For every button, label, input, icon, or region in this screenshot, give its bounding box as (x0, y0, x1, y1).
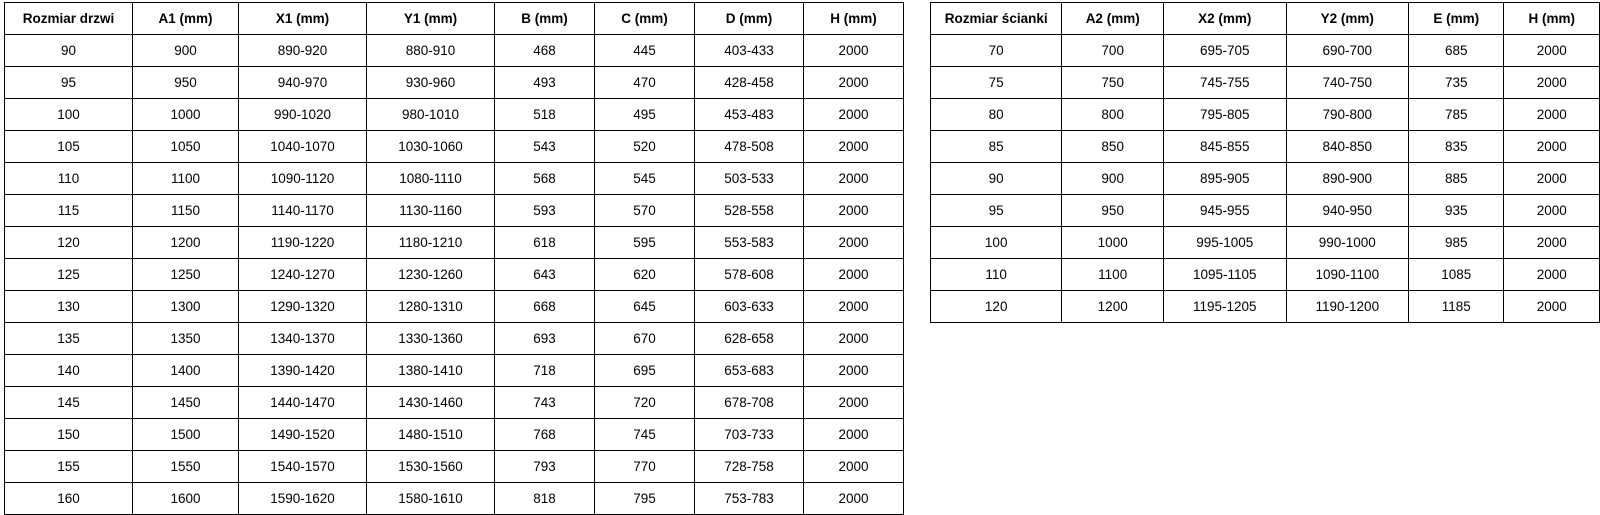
door-cell: 900 (133, 35, 239, 67)
table-row (5, 163, 904, 195)
door-cell: 495 (595, 99, 695, 131)
door-cell: 90 (5, 35, 133, 67)
door-cell: 1300 (133, 291, 239, 323)
door-cell: 743 (495, 387, 595, 419)
door-cell: 603-633 (695, 291, 804, 323)
door-cell: 518 (495, 99, 595, 131)
table-row (5, 259, 904, 291)
table-row (931, 131, 1600, 163)
door-cell: 140 (5, 355, 133, 387)
door-cell: 718 (495, 355, 595, 387)
door-cell: 1330-1360 (367, 323, 495, 355)
wall-cell: 100 (931, 227, 1062, 259)
wall-cell: 120 (931, 291, 1062, 323)
wall-cell: 995-1005 (1164, 227, 1287, 259)
wall-cell: 950 (1062, 195, 1164, 227)
door-cell: 2000 (804, 323, 904, 355)
wall-cell: 890-900 (1286, 163, 1409, 195)
table-row (5, 131, 904, 163)
table-row (5, 451, 904, 483)
wall-cell: 900 (1062, 163, 1164, 195)
door-cell: 1350 (133, 323, 239, 355)
door-cell: 145 (5, 387, 133, 419)
wall-cell: 2000 (1504, 163, 1600, 195)
door-size-table-container (4, 2, 904, 515)
door-cell: 768 (495, 419, 595, 451)
wall-cell: 70 (931, 35, 1062, 67)
table-row (5, 419, 904, 451)
table-row (5, 67, 904, 99)
door-cell: 503-533 (695, 163, 804, 195)
door-cell: 628-658 (695, 323, 804, 355)
door-cell: 2000 (804, 195, 904, 227)
door-cell: 160 (5, 483, 133, 515)
door-cell: 155 (5, 451, 133, 483)
table-header-row (5, 3, 904, 35)
door-cell: 795 (595, 483, 695, 515)
wall-cell: 990-1000 (1286, 227, 1409, 259)
door-cell: 1190-1220 (239, 227, 367, 259)
door-cell: 2000 (804, 99, 904, 131)
door-cell: 1240-1270 (239, 259, 367, 291)
door-cell: 2000 (804, 163, 904, 195)
wall-column-header: Rozmiar ścianki (931, 3, 1062, 35)
door-cell: 1490-1520 (239, 419, 367, 451)
wall-cell: 75 (931, 67, 1062, 99)
door-cell: 930-960 (367, 67, 495, 99)
door-cell: 1150 (133, 195, 239, 227)
door-cell: 1380-1410 (367, 355, 495, 387)
door-cell: 528-558 (695, 195, 804, 227)
door-cell: 1250 (133, 259, 239, 291)
door-cell: 1530-1560 (367, 451, 495, 483)
wall-cell: 695-705 (1164, 35, 1287, 67)
table-row (931, 163, 1600, 195)
door-cell: 105 (5, 131, 133, 163)
door-column-header: H (mm) (804, 3, 904, 35)
wall-cell: 885 (1409, 163, 1504, 195)
door-cell: 125 (5, 259, 133, 291)
door-cell: 695 (595, 355, 695, 387)
door-cell: 2000 (804, 35, 904, 67)
wall-column-header: E (mm) (1409, 3, 1504, 35)
table-row (5, 387, 904, 419)
table-row (5, 227, 904, 259)
door-size-table (4, 2, 904, 515)
door-cell: 1080-1110 (367, 163, 495, 195)
door-cell: 1480-1510 (367, 419, 495, 451)
door-cell: 95 (5, 67, 133, 99)
wall-cell: 835 (1409, 131, 1504, 163)
door-cell: 950 (133, 67, 239, 99)
door-cell: 693 (495, 323, 595, 355)
door-cell: 100 (5, 99, 133, 131)
wall-cell: 1095-1105 (1164, 259, 1287, 291)
wall-cell: 690-700 (1286, 35, 1409, 67)
wall-cell: 850 (1062, 131, 1164, 163)
door-cell: 2000 (804, 291, 904, 323)
wall-cell: 1090-1100 (1286, 259, 1409, 291)
wall-table-header (931, 3, 1600, 35)
wall-cell: 790-800 (1286, 99, 1409, 131)
wall-cell: 1085 (1409, 259, 1504, 291)
wall-cell: 750 (1062, 67, 1164, 99)
door-cell: 1400 (133, 355, 239, 387)
wall-column-header: A2 (mm) (1062, 3, 1164, 35)
door-cell: 445 (595, 35, 695, 67)
door-cell: 2000 (804, 355, 904, 387)
door-cell: 1500 (133, 419, 239, 451)
door-cell: 1100 (133, 163, 239, 195)
wall-cell: 1195-1205 (1164, 291, 1287, 323)
table-row (5, 323, 904, 355)
door-cell: 403-433 (695, 35, 804, 67)
door-cell: 2000 (804, 131, 904, 163)
table-row (931, 195, 1600, 227)
wall-cell: 2000 (1504, 99, 1600, 131)
wall-cell: 685 (1409, 35, 1504, 67)
door-cell: 1050 (133, 131, 239, 163)
door-cell: 618 (495, 227, 595, 259)
wall-cell: 80 (931, 99, 1062, 131)
wall-cell: 795-805 (1164, 99, 1287, 131)
door-cell: 150 (5, 419, 133, 451)
table-row (931, 291, 1600, 323)
door-cell: 478-508 (695, 131, 804, 163)
wall-cell: 2000 (1504, 195, 1600, 227)
door-cell: 745 (595, 419, 695, 451)
table-row (5, 99, 904, 131)
wall-table-body (931, 35, 1600, 323)
door-cell: 110 (5, 163, 133, 195)
door-cell: 2000 (804, 451, 904, 483)
wall-cell: 1185 (1409, 291, 1504, 323)
door-cell: 130 (5, 291, 133, 323)
door-cell: 1290-1320 (239, 291, 367, 323)
door-cell: 453-483 (695, 99, 804, 131)
door-cell: 2000 (804, 259, 904, 291)
door-cell: 890-920 (239, 35, 367, 67)
wall-cell: 940-950 (1286, 195, 1409, 227)
door-cell: 668 (495, 291, 595, 323)
door-cell: 2000 (804, 387, 904, 419)
door-cell: 620 (595, 259, 695, 291)
door-cell: 1130-1160 (367, 195, 495, 227)
door-cell: 115 (5, 195, 133, 227)
wall-size-table (930, 2, 1600, 323)
door-cell: 645 (595, 291, 695, 323)
door-cell: 990-1020 (239, 99, 367, 131)
door-cell: 493 (495, 67, 595, 99)
wall-cell: 800 (1062, 99, 1164, 131)
table-row (5, 355, 904, 387)
door-cell: 593 (495, 195, 595, 227)
door-cell: 1000 (133, 99, 239, 131)
wall-cell: 735 (1409, 67, 1504, 99)
wall-cell: 1190-1200 (1286, 291, 1409, 323)
door-cell: 1550 (133, 451, 239, 483)
door-column-header: Y1 (mm) (367, 3, 495, 35)
door-cell: 678-708 (695, 387, 804, 419)
door-cell: 653-683 (695, 355, 804, 387)
wall-cell: 845-855 (1164, 131, 1287, 163)
door-cell: 753-783 (695, 483, 804, 515)
wall-column-header: H (mm) (1504, 3, 1600, 35)
door-table-body (5, 35, 904, 515)
door-cell: 1390-1420 (239, 355, 367, 387)
table-row (931, 35, 1600, 67)
table-row (5, 35, 904, 67)
wall-cell: 2000 (1504, 227, 1600, 259)
door-cell: 570 (595, 195, 695, 227)
wall-column-header: X2 (mm) (1164, 3, 1287, 35)
door-cell: 1030-1060 (367, 131, 495, 163)
door-cell: 2000 (804, 419, 904, 451)
door-cell: 703-733 (695, 419, 804, 451)
wall-cell: 2000 (1504, 35, 1600, 67)
door-cell: 1580-1610 (367, 483, 495, 515)
wall-cell: 110 (931, 259, 1062, 291)
door-cell: 940-970 (239, 67, 367, 99)
door-column-header: B (mm) (495, 3, 595, 35)
door-cell: 1600 (133, 483, 239, 515)
wall-cell: 840-850 (1286, 131, 1409, 163)
door-cell: 1450 (133, 387, 239, 419)
door-cell: 1090-1120 (239, 163, 367, 195)
door-table-header (5, 3, 904, 35)
table-row (931, 227, 1600, 259)
door-column-header: Rozmiar drzwi (5, 3, 133, 35)
wall-cell: 95 (931, 195, 1062, 227)
door-column-header: X1 (mm) (239, 3, 367, 35)
door-cell: 1140-1170 (239, 195, 367, 227)
wall-cell: 740-750 (1286, 67, 1409, 99)
door-cell: 520 (595, 131, 695, 163)
door-cell: 1430-1460 (367, 387, 495, 419)
door-cell: 1040-1070 (239, 131, 367, 163)
wall-column-header: Y2 (mm) (1286, 3, 1409, 35)
wall-cell: 945-955 (1164, 195, 1287, 227)
wall-cell: 1000 (1062, 227, 1164, 259)
door-cell: 545 (595, 163, 695, 195)
door-cell: 728-758 (695, 451, 804, 483)
door-cell: 1180-1210 (367, 227, 495, 259)
table-row (931, 259, 1600, 291)
door-cell: 595 (595, 227, 695, 259)
door-cell: 793 (495, 451, 595, 483)
wall-cell: 700 (1062, 35, 1164, 67)
door-cell: 2000 (804, 483, 904, 515)
wall-cell: 2000 (1504, 291, 1600, 323)
door-cell: 2000 (804, 67, 904, 99)
door-cell: 670 (595, 323, 695, 355)
wall-cell: 85 (931, 131, 1062, 163)
door-cell: 543 (495, 131, 595, 163)
wall-cell: 1100 (1062, 259, 1164, 291)
door-cell: 2000 (804, 227, 904, 259)
door-cell: 120 (5, 227, 133, 259)
table-header-row (931, 3, 1600, 35)
door-column-header: A1 (mm) (133, 3, 239, 35)
wall-cell: 2000 (1504, 259, 1600, 291)
table-row (5, 195, 904, 227)
wall-cell: 895-905 (1164, 163, 1287, 195)
door-cell: 1340-1370 (239, 323, 367, 355)
door-cell: 643 (495, 259, 595, 291)
door-column-header: C (mm) (595, 3, 695, 35)
door-cell: 1230-1260 (367, 259, 495, 291)
door-cell: 720 (595, 387, 695, 419)
door-cell: 1440-1470 (239, 387, 367, 419)
door-cell: 1540-1570 (239, 451, 367, 483)
door-cell: 1590-1620 (239, 483, 367, 515)
door-cell: 553-583 (695, 227, 804, 259)
wall-cell: 935 (1409, 195, 1504, 227)
door-cell: 468 (495, 35, 595, 67)
wall-cell: 985 (1409, 227, 1504, 259)
wall-cell: 90 (931, 163, 1062, 195)
wall-size-table-container (930, 2, 1600, 323)
door-cell: 818 (495, 483, 595, 515)
door-cell: 568 (495, 163, 595, 195)
door-cell: 880-910 (367, 35, 495, 67)
door-cell: 980-1010 (367, 99, 495, 131)
door-cell: 578-608 (695, 259, 804, 291)
door-cell: 428-458 (695, 67, 804, 99)
door-column-header: D (mm) (695, 3, 804, 35)
door-cell: 470 (595, 67, 695, 99)
wall-cell: 2000 (1504, 67, 1600, 99)
door-cell: 135 (5, 323, 133, 355)
wall-cell: 2000 (1504, 131, 1600, 163)
table-row (5, 483, 904, 515)
door-cell: 1280-1310 (367, 291, 495, 323)
wall-cell: 785 (1409, 99, 1504, 131)
wall-cell: 1200 (1062, 291, 1164, 323)
table-row (931, 99, 1600, 131)
door-cell: 770 (595, 451, 695, 483)
table-row (931, 67, 1600, 99)
table-row (5, 291, 904, 323)
door-cell: 1200 (133, 227, 239, 259)
wall-cell: 745-755 (1164, 67, 1287, 99)
